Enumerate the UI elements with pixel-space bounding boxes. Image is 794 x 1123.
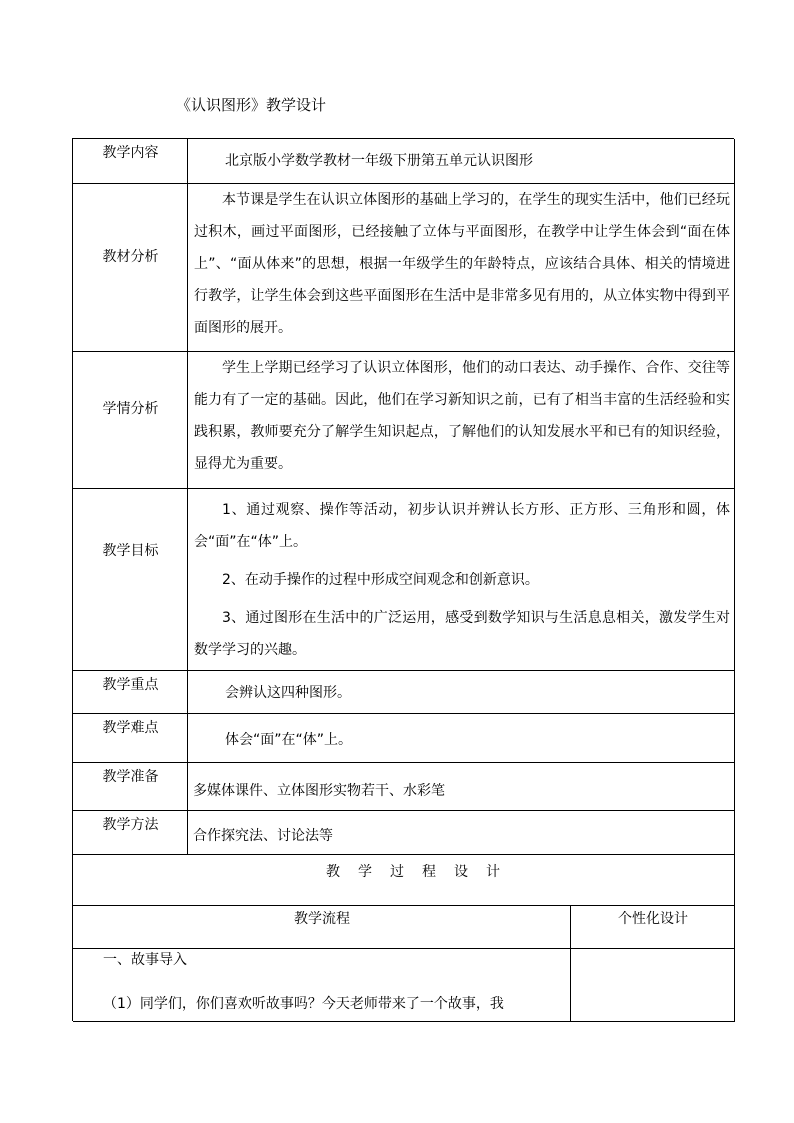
- label-cell-difficulty: [73, 714, 188, 763]
- personal-header: 个性化设计: [618, 911, 688, 927]
- goal-item: 2、在动手操作的过程中形成空间观念和创新意识。: [222, 572, 539, 588]
- process-title: 教学过程设计: [326, 864, 518, 880]
- section-heading: 一、故事导入: [103, 952, 187, 968]
- label-content: 教学内容: [102, 145, 159, 161]
- label-material: 教材分析: [102, 249, 159, 265]
- label-prep: 教学准备: [102, 769, 159, 785]
- value-method: 合作探究法、讨论法等: [193, 828, 333, 844]
- personal-header-cell: [571, 906, 735, 949]
- students-analysis-text: [194, 352, 730, 480]
- label-cell-content: [73, 139, 188, 184]
- goal-item: 1、通过观察、操作等活动，初步认识并辨认长方形、正方形、三角形和圆，体会“面”在“体”上。: [194, 502, 730, 550]
- flow-header: 教学流程: [294, 911, 350, 927]
- label-cell-method: [73, 811, 188, 855]
- value-cell-method: [188, 811, 735, 855]
- label-cell-students: [73, 352, 188, 489]
- goals-list: [194, 494, 730, 666]
- label-method: 教学方法: [102, 817, 159, 833]
- label-students: 学情分析: [102, 401, 159, 417]
- value-difficulty: 体会“面”在“体”上。: [225, 732, 353, 748]
- value-key: 会辨认这四种图形。: [225, 685, 351, 701]
- goal-item: 3、通过图形在生活中的广泛运用，感受到数学知识与生活息息相关，激发学生对数学学习的兴趣。: [194, 610, 730, 658]
- flow-header-cell: [73, 906, 571, 949]
- label-goals: 教学目标: [102, 543, 159, 559]
- value-cell-key: [188, 671, 735, 714]
- personal-body-cell: [571, 949, 735, 1022]
- label-cell-material: [73, 184, 188, 352]
- process-line: （1）同学们，你们喜欢听故事吗？今天老师带来了一个故事，我: [103, 996, 504, 1012]
- label-cell-prep: [73, 763, 188, 811]
- flow-body-cell: [73, 949, 571, 1022]
- label-key: 教学重点: [102, 677, 159, 693]
- students-paragraph: 学生上学期已经学习了认识立体图形，他们的动口表达、动手操作、合作、交往等能力有了一定的基础。因此，他们在学习新知识之前，已有了相当丰富的生活经验和实践积累，教师要充分了解学生知识起点，了解他们的认知发展水平和已有的知识经验，显得尤为重要。: [194, 360, 730, 472]
- label-difficulty: 教学难点: [102, 720, 159, 736]
- value-cell-difficulty: [188, 714, 735, 763]
- value-content: 北京版小学数学教材一年级下册第五单元认识图形: [225, 153, 533, 169]
- process-title-cell: [73, 855, 735, 906]
- document-title: 《认识图形》教学设计: [176, 96, 327, 114]
- material-paragraph: 本节课是学生在认识立体图形的基础上学习的，在学生的现实生活中，他们已经玩过积木，画过平面图形，已经接触了立体与平面图形，在教学中让学生体会到“面在体上”、“面从体来”的思想，根据一年级学生的年龄特点，应该结合具体、相关的情境进行教学，让学生体会到这些平面图形在生活中是非常多见有用的，从立体实物中得到平面图形的展开。: [194, 192, 730, 336]
- label-cell-key: [73, 671, 188, 714]
- value-cell-content: [188, 139, 735, 184]
- material-analysis-text: [194, 184, 730, 344]
- label-cell-goals: [73, 489, 188, 671]
- value-cell-prep: [188, 763, 735, 811]
- lesson-plan-table: [72, 138, 734, 1021]
- value-prep: 多媒体课件、立体图形实物若干、水彩笔: [193, 783, 445, 799]
